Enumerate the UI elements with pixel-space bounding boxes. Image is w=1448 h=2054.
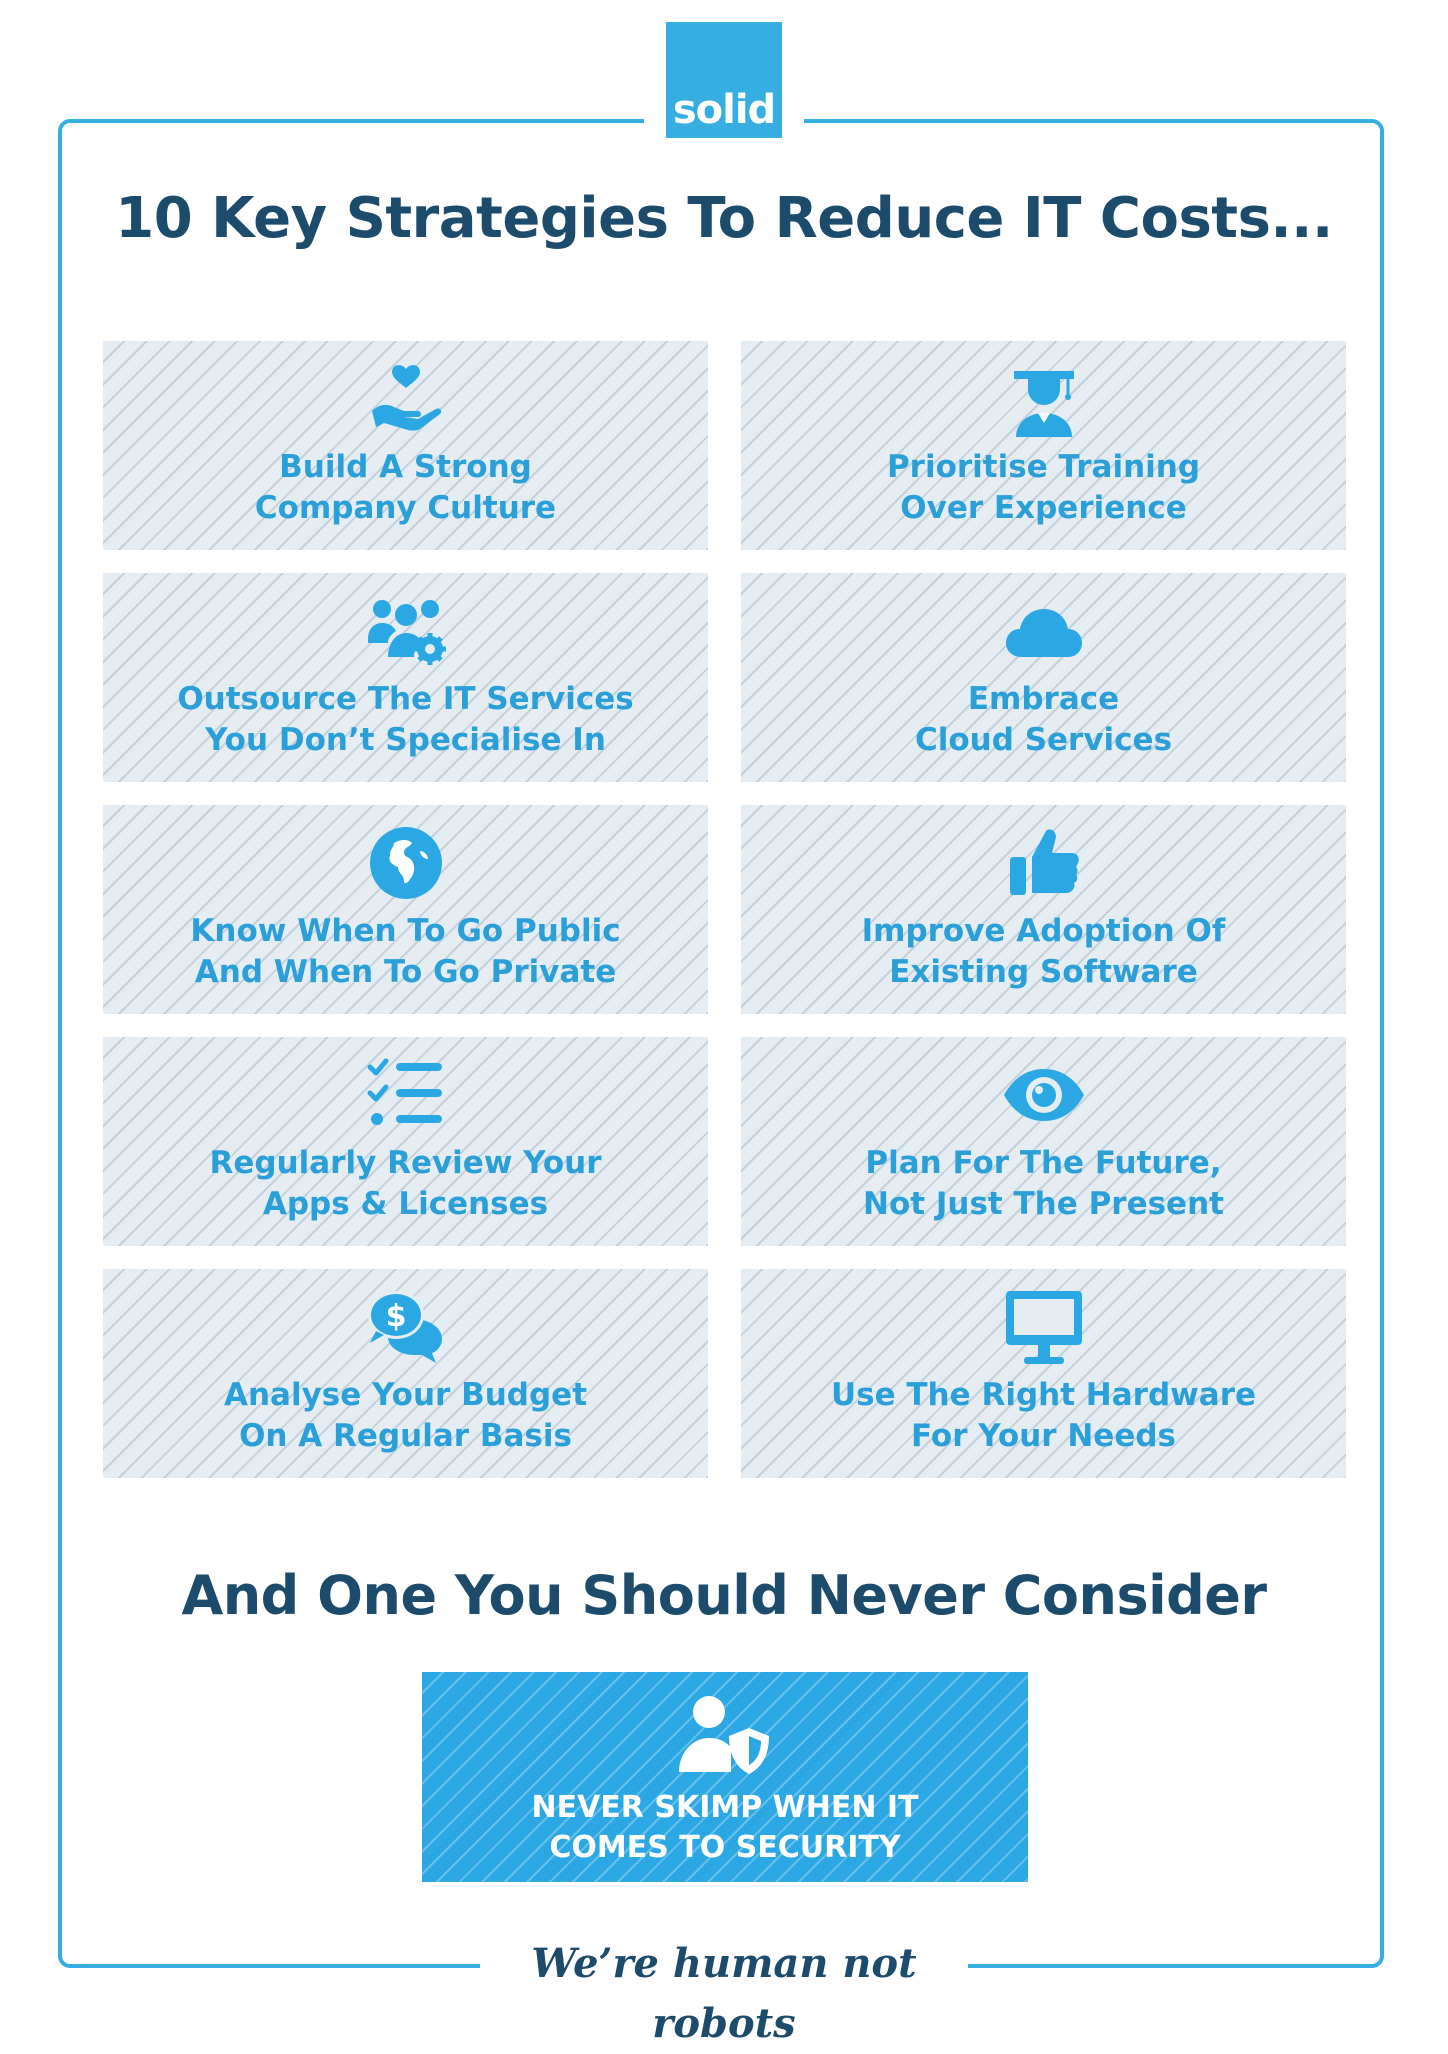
strategy-card-hardware (741, 1269, 1346, 1478)
eye-icon (1000, 1053, 1088, 1137)
strategies-grid (103, 341, 1346, 1478)
page-title: 10 Key Strategies To Reduce IT Costs... (115, 186, 1333, 251)
highlight-label (531, 1788, 918, 1868)
strategy-label (255, 447, 556, 529)
strategy-label (831, 1375, 1256, 1457)
cloud-icon (1000, 589, 1088, 673)
label-line-1: NEVER SKIMP WHEN IT (531, 1790, 919, 1825)
strategy-label (177, 679, 633, 761)
solid-logo (666, 22, 782, 138)
label-line-1: Know When To Go Public (190, 913, 621, 949)
strategy-label (209, 1143, 601, 1225)
dollar-chat-icon (362, 1285, 450, 1369)
label-line-1: Improve Adoption Of (861, 913, 1226, 949)
strategy-label (915, 679, 1172, 761)
strategy-card-cloud (741, 573, 1346, 782)
strategy-card-budget (103, 1269, 708, 1478)
strategy-card-public-private (103, 805, 708, 1014)
logo-text: solid (672, 87, 776, 133)
strategy-label (887, 447, 1200, 529)
checklist-icon (362, 1053, 450, 1137)
label-line-1: Outsource The IT Services (177, 681, 634, 717)
label-line-1: Prioritise Training (886, 449, 1201, 485)
label-line-2: COMES TO SECURITY (549, 1830, 901, 1865)
team-gear-icon (362, 589, 450, 673)
section-subtitle: And One You Should Never Consider (181, 1564, 1267, 1627)
label-line-1: Plan For The Future, (865, 1145, 1222, 1181)
strategy-card-adoption (741, 805, 1346, 1014)
label-line-1: Use The Right Hardware (830, 1377, 1257, 1413)
strategy-label (224, 1375, 587, 1457)
user-shield-icon (675, 1692, 775, 1780)
label-line-2: And When To Go Private (194, 954, 617, 990)
strategy-card-plan-future (741, 1037, 1346, 1246)
label-line-2: Company Culture (254, 490, 557, 526)
strategy-card-training (741, 341, 1346, 550)
svg-text:$: $ (385, 1299, 406, 1334)
strategy-card-outsource (103, 573, 708, 782)
label-line-2: Existing Software (889, 954, 1198, 990)
label-line-1: Build A Strong (279, 449, 532, 485)
label-line-2: You Don’t Specialise In (205, 722, 606, 758)
strategy-label (862, 911, 1226, 993)
strategy-card-company-culture (103, 341, 708, 550)
tagline: We’re human not robots (480, 1934, 968, 2054)
strategy-label (863, 1143, 1224, 1225)
label-line-1: Regularly Review Your (209, 1145, 602, 1181)
strategy-label (190, 911, 620, 993)
heart-hand-icon (362, 357, 450, 441)
label-line-2: Not Just The Present (863, 1186, 1224, 1222)
label-line-2: Cloud Services (914, 722, 1173, 758)
label-line-2: On A Regular Basis (239, 1418, 572, 1454)
label-line-1: Embrace (967, 681, 1120, 717)
label-line-2: For Your Needs (911, 1418, 1176, 1454)
label-line-1: Analyse Your Budget (223, 1377, 588, 1413)
globe-icon (362, 821, 450, 905)
strategy-card-review-apps (103, 1037, 708, 1246)
label-line-2: Over Experience (900, 490, 1187, 526)
graduate-icon (1000, 357, 1088, 441)
monitor-icon (1000, 1285, 1088, 1369)
thumbs-up-icon (1000, 821, 1088, 905)
label-line-2: Apps & Licenses (262, 1186, 549, 1222)
security-highlight-card (422, 1672, 1028, 1882)
